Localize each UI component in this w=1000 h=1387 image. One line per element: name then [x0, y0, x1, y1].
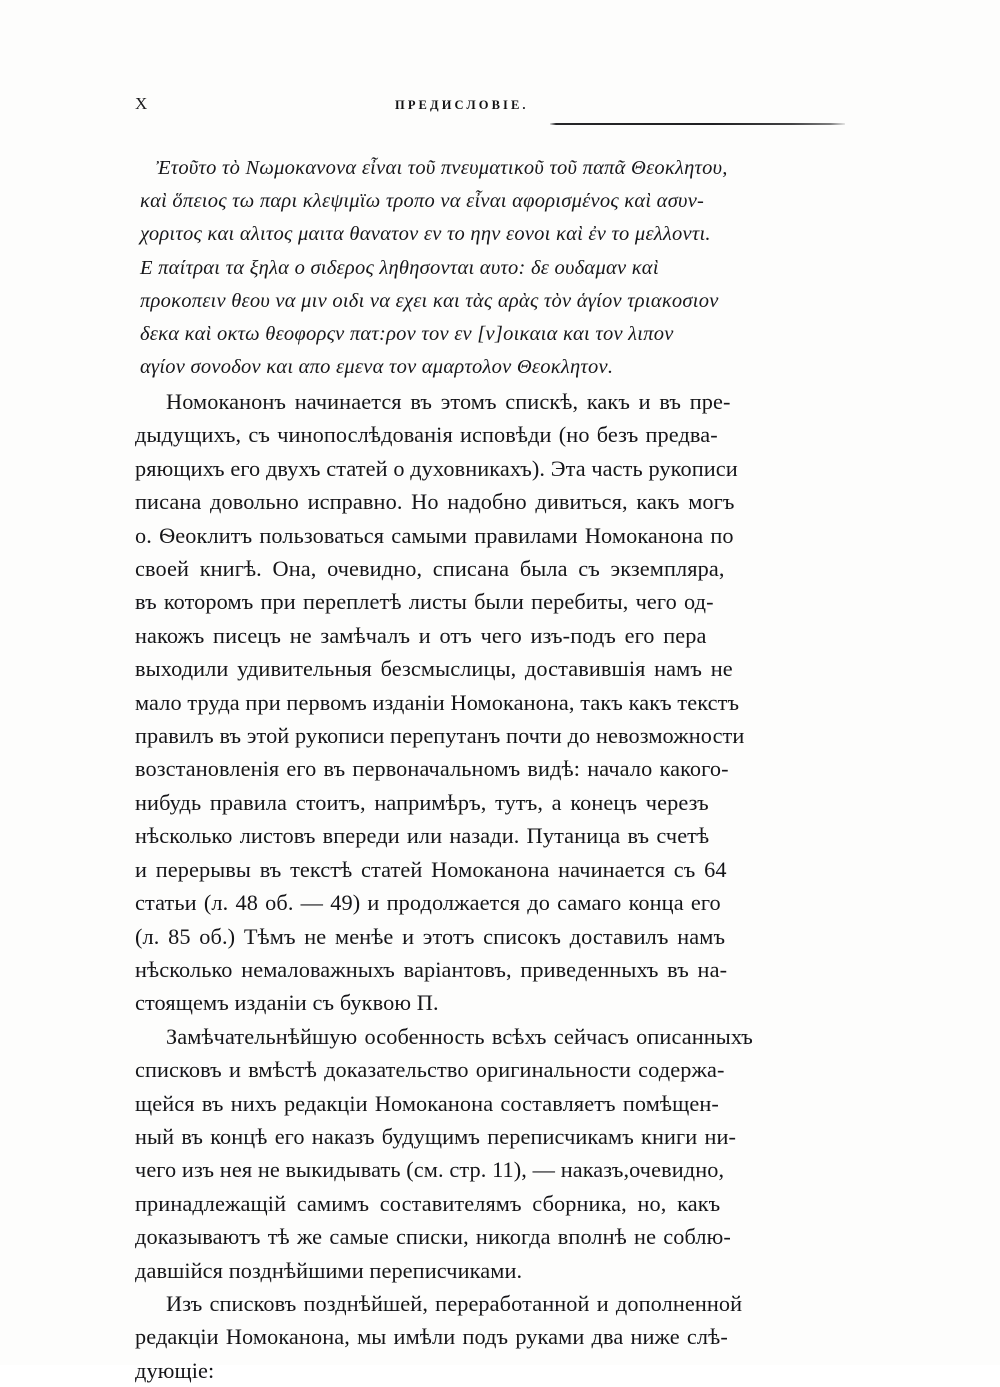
greek-line: αγίον σονοδον και απο εμενα τον αμαρτολον Θεοκλητον.: [140, 356, 614, 379]
body-line: стоящемъ изданіи съ буквою П.: [135, 990, 439, 1016]
body-line: списковъ и вмѣстѣ доказательство оригинальности содержа-: [135, 1057, 725, 1083]
body-line: щейся въ нихъ редакціи Номоканона составляетъ помѣщен-: [135, 1090, 719, 1116]
body-line: о. Ѳеоклитъ пользоваться самыми правилами Номоканона по: [135, 522, 734, 548]
body-line: возстановленія его въ первоначальномъ видѣ: начало какого-: [135, 756, 729, 782]
body-line: статьи (л. 48 об. — 49) и продолжается до самаго конца его: [135, 890, 721, 916]
body-text: [135, 385, 877, 1387]
greek-line: χοριτος και αλιτος μαιτα θανατον εν το ηην εονοι καὶ ἐν το μελλοντι.: [140, 223, 711, 246]
body-line: своей книгѣ. Она, очевидно, списана была съ экземпляра,: [135, 556, 725, 582]
greek-quotation-block: [140, 152, 880, 384]
body-line: нѣсколько немаловажныхъ варіантовъ, приведенныхъ въ на-: [135, 956, 728, 982]
body-line: въ которомъ при переплетѣ листы были перебиты, чего од-: [135, 589, 714, 615]
body-line: накожъ писецъ не замѣчалъ и отъ чего изъ-подъ его пера: [135, 622, 707, 648]
body-line: Замѣчательнѣйшую особенность всѣхъ сейчасъ описанныхъ: [166, 1023, 753, 1049]
body-line: редакціи Номоканона, мы имѣли подъ руками два ниже слѣ-: [135, 1324, 728, 1350]
body-line: дующіе:: [135, 1357, 215, 1383]
body-line: Изъ списковъ позднѣйшей, переработанной и дополненной: [166, 1290, 743, 1316]
body-line: дыдущихъ, съ чинопослѣдованія исповѣди (но безъ предва-: [135, 422, 718, 448]
greek-line: προκοπειν θεου να μιν οιδι να εχει και τὰς αρὰς τὸν ἁγίον τριακοσιον: [140, 289, 719, 312]
body-line: и перерывы въ текстѣ статей Номоканона начинается съ 64: [135, 856, 727, 882]
running-head: [135, 92, 865, 122]
greek-line: δεκα καὶ οκτω θεοφορςν πατ:ρον τον εν [ν]οικαια και τον λιπον: [140, 323, 674, 346]
body-line: (л. 85 об.) Тѣмъ не менѣе и этотъ списокъ доставилъ намъ: [135, 923, 726, 949]
body-line: Номоканонъ начинается въ этомъ спискѣ, какъ и въ пре-: [166, 389, 731, 414]
body-line: чего изъ нея не выкидывать (см. стр. 11), — наказъ,очевидно,: [135, 1157, 725, 1183]
body-line: ряющихъ его двухъ статей о духовникахъ). Эта часть рукописи: [135, 455, 738, 481]
body-line: выходили удивительныя безсмыслицы, доставившія намъ не: [135, 656, 733, 682]
body-line: ный въ концѣ его наказъ будущимъ переписчикамъ книги ни-: [135, 1123, 737, 1149]
header-divider-rule: [550, 123, 845, 125]
body-line: доказываютъ тѣ же самые списки, никогда вполнѣ не соблю-: [135, 1224, 731, 1250]
greek-line: Ἐτοῦτο τὸ Νωμοκανονα εἶναι τοῦ πνευματικοῦ τοῦ παπᾶ Θεοκλητου,: [156, 157, 728, 179]
greek-line: Ε παίτραι τα ξηλα ο σιδερος ληθησονται αυτο: δε ουδαμαν καὶ: [140, 256, 659, 279]
body-line: нѣсколько листовъ впереди или назади. Путаница въ счетѣ: [135, 823, 710, 849]
paragraph-3: [135, 1287, 877, 1387]
body-line: правилъ въ этой рукописи перепутанъ почти до невозможности: [135, 723, 745, 749]
body-line: давшійся позднѣйшими переписчиками.: [135, 1257, 523, 1283]
body-line: принадлежащій самимъ составителямъ сборника, но, какъ: [135, 1190, 721, 1216]
body-line: нибудь правила стоитъ, напримѣръ, тутъ, а конецъ черезъ: [135, 789, 709, 815]
running-head-title: ПРЕДИСЛОВІЕ.: [395, 98, 529, 112]
body-line: писана довольно исправно. Но надобно дивиться, какъ могъ: [135, 489, 735, 515]
body-line: мало труда при первомъ изданіи Номоканона, такъ какъ текстъ: [135, 689, 740, 715]
greek-line: καὶ ὅπειος τω παρι κλεψιμϊω τροπο να εἶναι αφορισμένος καὶ ασυν-: [140, 190, 705, 213]
paragraph-1: [135, 385, 877, 1020]
page-number: X: [135, 94, 148, 113]
paragraph-2: [135, 1020, 877, 1287]
